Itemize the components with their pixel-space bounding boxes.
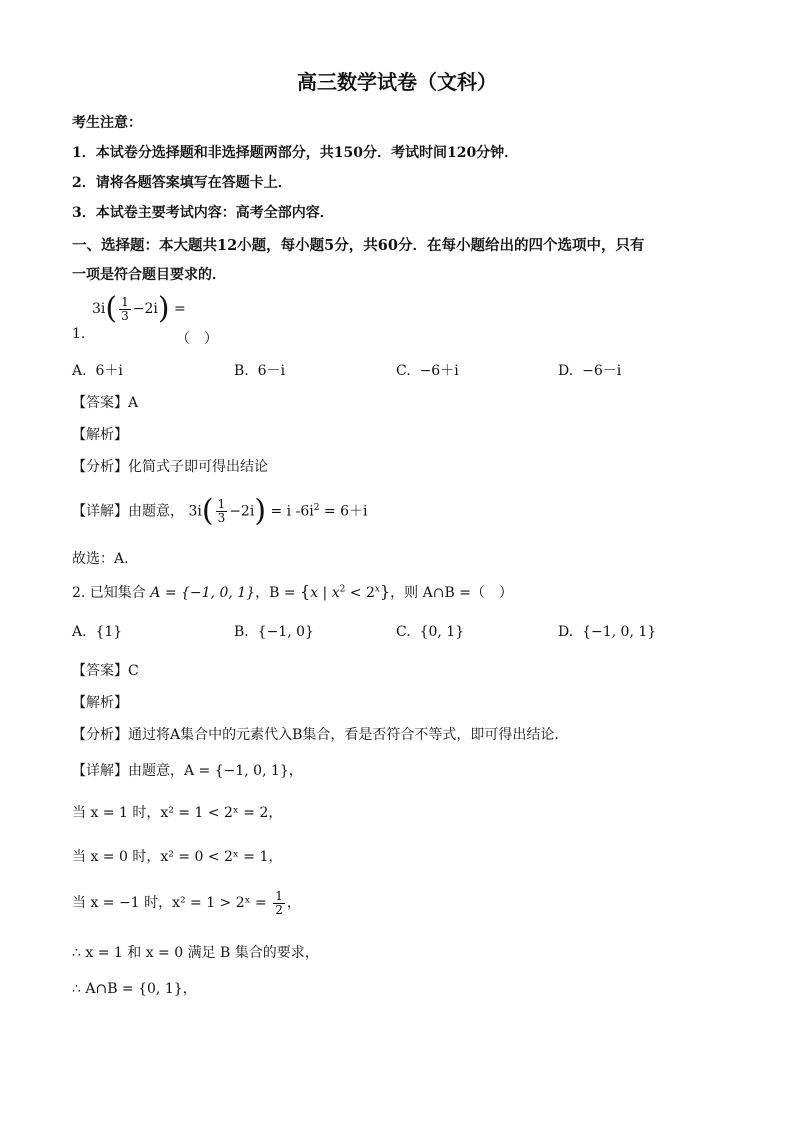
case3-tail: ， xyxy=(286,895,301,911)
detail-text: 由题意，A = {−1, 0, 1}， xyxy=(128,763,303,779)
notice-heading: 考生注意： xyxy=(72,115,142,131)
fenxi-text: 化简式子即可得出结论 xyxy=(128,459,268,475)
option-label: A. xyxy=(72,363,87,379)
detail-tag: 【详解】 xyxy=(72,503,128,520)
q1-option-b xyxy=(234,360,285,380)
answer-value: A xyxy=(128,395,139,411)
q2-option-c xyxy=(396,624,464,640)
option-text: {0, 1} xyxy=(419,624,465,640)
option-label: C. xyxy=(396,363,411,379)
q2-option-a xyxy=(72,624,122,640)
q2-case-3 xyxy=(72,886,301,920)
option-label: D. xyxy=(558,363,574,379)
q2-option-d xyxy=(558,624,656,640)
option-label: D. xyxy=(558,624,574,640)
fenxi-text: 通过将A集合中的元素代入B集合，看是否符合不等式，即可得出结论. xyxy=(128,727,559,743)
answer-value: C xyxy=(128,663,139,679)
case3-prefix: 当 x = −1 时，x² = 1 > 2ˣ = xyxy=(72,895,267,911)
q2-analysis-tag: 【解析】 xyxy=(72,695,128,711)
q1-analysis-tag: 【解析】 xyxy=(72,427,128,443)
option-text: {1} xyxy=(95,624,123,640)
q2-option-b xyxy=(234,624,314,640)
detail-tag: 【详解】 xyxy=(72,763,128,779)
q1-option-c xyxy=(396,360,459,380)
option-text: {−1, 0, 1} xyxy=(582,624,657,640)
case3-denominator: 2 xyxy=(275,902,283,917)
q1-expression: 3i( $\frac{1}{3}$ −2i) = xyxy=(92,291,186,326)
q2-stem-suffix: ，则 A∩B =（ ） xyxy=(390,585,513,601)
answer-tag: 【答案】 xyxy=(72,395,128,411)
q2-stem: 2. 已知集合 A = {−1, 0, 1}，B = {x | $x^2 < 2^x$}，则 A∩B =（ ） xyxy=(72,582,513,601)
answer-tag: 【答案】 xyxy=(72,663,128,679)
q2-therefore-1: ∴ x = 1 和 x = 0 满足 B 集合的要求， xyxy=(72,945,319,961)
option-label: B. xyxy=(234,363,249,379)
notice-item-3: 3．本试卷主要考试内容：高考全部内容． xyxy=(72,205,334,221)
page-title: 高三数学试卷（文科） xyxy=(297,70,497,94)
q2-therefore-2: ∴ A∩B = {0, 1}， xyxy=(72,981,197,997)
option-label: A. xyxy=(72,624,87,640)
q2-case-1: 当 x = 1 时，x² = 1 < 2ˣ = 2， xyxy=(72,805,283,821)
q1-number: 1. xyxy=(72,326,86,342)
fenxi-tag: 【分析】 xyxy=(72,459,128,475)
option-text: 6＋i xyxy=(95,363,123,379)
section-heading-line1: 一、选择题：本大题共12小题，每小题5分，共60分．在每小题给出的四个选项中，只有 xyxy=(72,237,645,254)
q2-case-2: 当 x = 0 时，x² = 0 < 2ˣ = 1， xyxy=(72,849,283,865)
option-text: −6＋i xyxy=(419,363,459,379)
option-text: −6－i xyxy=(582,363,622,379)
q2-fenxi xyxy=(72,724,559,744)
detail-tail: = 6＋i xyxy=(323,503,368,520)
notice-item-1: 1．本试卷分选择题和非选择题两部分，共150分．考试时间120分钟． xyxy=(72,145,519,161)
q2-stem-prefix: 2. 已知集合 xyxy=(72,585,146,601)
q1-option-a xyxy=(72,360,123,380)
detail-prefix: 由题意， xyxy=(128,503,184,520)
detail-result: = i -6i xyxy=(270,503,314,520)
option-label: C. xyxy=(396,624,411,640)
case3-numerator: 1 xyxy=(275,888,283,903)
q1-detail: 【详解】由题意， 3i( $\frac{1}{3}$ −2i) = i $-6i^2 = 6+i$ xyxy=(72,493,368,529)
q1-fenxi xyxy=(72,456,268,476)
option-label: B. xyxy=(234,624,249,640)
option-text: 6－i xyxy=(257,363,286,379)
q1-option-d xyxy=(558,360,621,380)
q1-conclusion: 故选：A. xyxy=(72,551,129,567)
section-heading-line2: 一项是符合题目要求的． xyxy=(72,267,226,283)
q2-answer xyxy=(72,660,139,680)
q2-set-b-prefix: ，B = xyxy=(255,585,296,601)
option-text: {−1, 0} xyxy=(257,624,314,640)
q2-set-a: A = {−1, 0, 1} xyxy=(150,585,256,601)
q1-answer xyxy=(72,392,138,412)
q2-detail xyxy=(72,760,303,780)
notice-item-2: 2．请将各题答案填写在答题卡上． xyxy=(72,175,292,191)
q1-blank: （ ） xyxy=(176,331,218,347)
fenxi-tag: 【分析】 xyxy=(72,727,128,743)
